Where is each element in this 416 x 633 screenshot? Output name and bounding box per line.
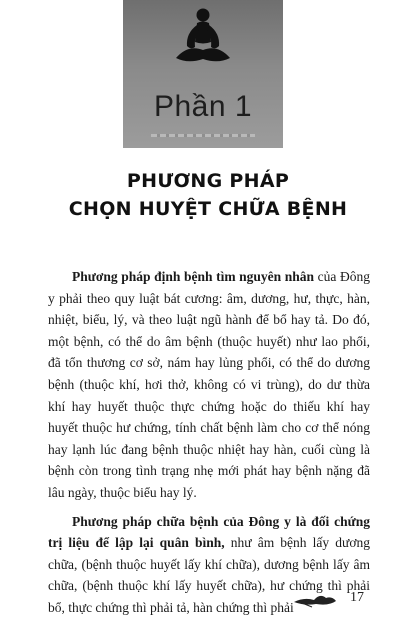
body-text <box>48 266 370 626</box>
part-label: Phần 1 <box>153 90 253 123</box>
meditation-figure-icon <box>168 6 238 76</box>
paragraph-2-lead: Phương pháp chữa bệnh của Đông y là đối chứng trị liệu để lập lại quân bình, <box>48 513 370 551</box>
chapter-banner <box>123 0 283 148</box>
paragraph-1 <box>48 266 370 504</box>
pointing-hand-ornament-icon <box>292 590 338 608</box>
paragraph-1-lead: Phương pháp định bệnh tìm nguyên nhân <box>72 269 315 284</box>
paragraph-1-text: của Đông y phải theo quy luật bát cương: âm, dương, hư, thực, hàn, nhiệt, biểu, lý, và theo luật ngũ hành để bổ hay tả. Do đó, một bệnh, có thể do âm bệnh (thuộc huyết) như lao phổi, đã tổn thương cơ sở, nám hay lủng phổi, có thể do dương bệnh (thuộc khí, hơi thở, không có vi trùng), do dư thừa khí hay huyết thuộc thực chứng hoặc do thiếu khí hay huyết thuộc hư chứng, tính chất bệnh làm cho cơ thể nóng hay lạnh lúc đang bệnh thuộc nhiệt hay hàn, cuối cùng là bệnh còn trong tình trạng nhẹ mới phát hay bệnh nặng đã lâu ngày, thuộc biểu hay lý. <box>48 269 371 500</box>
chapter-title-line-1: PHƯƠNG PHÁP <box>126 170 290 192</box>
chapter-title-line-2: CHỌN HUYỆT CHỮA BỆNH <box>68 198 348 220</box>
page-number: 17 <box>350 590 364 605</box>
paragraph-2-text: như âm bệnh lấy dương chữa, (bệnh thuộc huyết lấy khí chữa), dương bệnh lấy âm chữa, (bệnh thuộc khí lấy huyết chữa), hư chứng thì phải bổ, thực chứng thì phải tả, hàn chứng thì phải <box>48 535 370 615</box>
banner-rule <box>151 134 255 137</box>
